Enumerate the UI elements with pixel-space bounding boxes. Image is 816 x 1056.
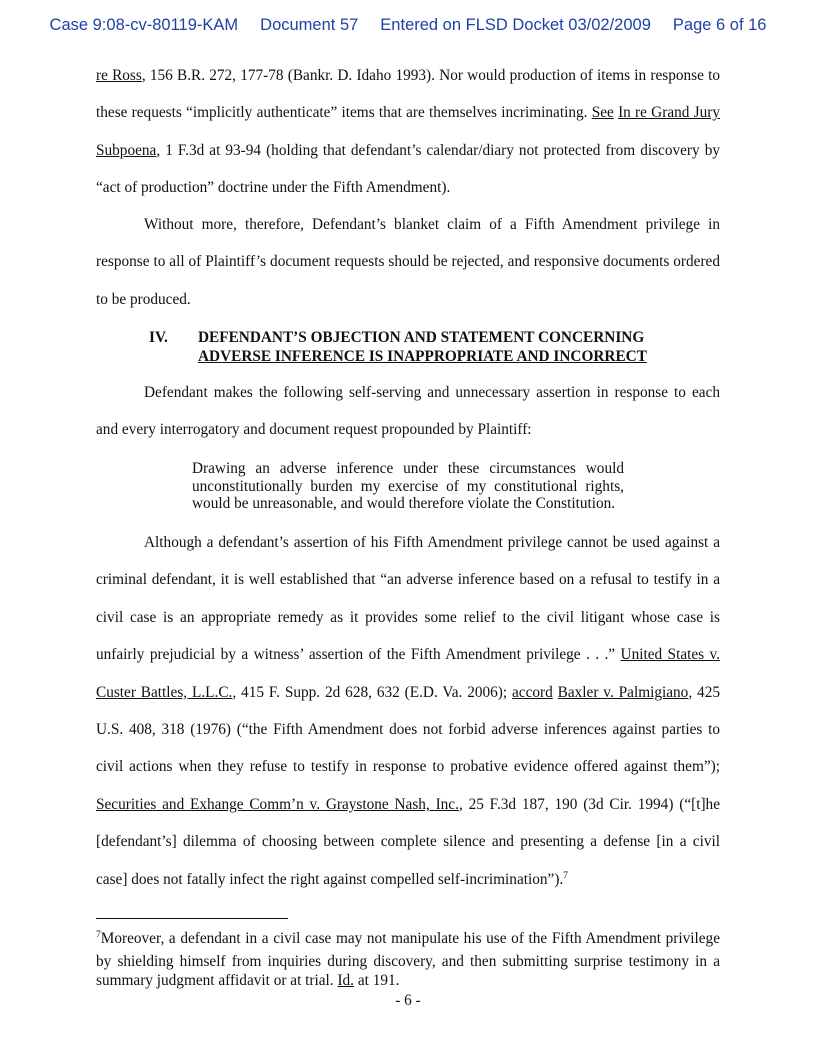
block-quote: Drawing an adverse inference under these circumstances would unconstitutionally burden my exercise of my constitutional rights, would be unreasonable, and would therefore violate the Constitution. — [192, 460, 624, 513]
citation-baxler: Baxler v. Palmigiano — [557, 683, 689, 701]
footnote-reference: 7 — [563, 870, 568, 881]
footnote-mark: 7 — [96, 930, 101, 940]
citation-id: Id. — [337, 972, 355, 990]
signal-see: See — [591, 104, 614, 122]
citation-graystone: Securities and Exhange Comm’n v. Graystone Nash, Inc. — [96, 795, 459, 813]
citation-grand-jury: In re Grand Jury Subpoena — [96, 104, 721, 159]
section-title-line-1: DEFENDANT’S OBJECTION AND STATEMENT CONCERNING — [198, 329, 645, 346]
page-number: - 6 - — [395, 992, 421, 1009]
page-count: Page 6 of 16 — [672, 16, 767, 34]
paragraph-3: Defendant makes the following self-serving and unnecessary assertion in response to each and every interrogatory and document request propounded by Plaintiff: — [96, 384, 720, 439]
docket-header — [0, 16, 816, 35]
citation-re-ross: re Ross — [96, 67, 142, 84]
footnote: $^7$Moreover, a defendant in a civil case may not manipulate his use of the Fifth Amendment privilege by shielding himself from inquiries during discovery, and then submitting surprise testimony in a summary judgment affidavit or at trial. Id. at 191. — [96, 930, 720, 990]
docket-entry: Entered on FLSD Docket 03/02/2009 — [380, 16, 651, 34]
section-number: IV. — [149, 329, 168, 346]
paragraph-1: re Ross, 156 B.R. 272, 177-78 (Bankr. D. Idaho 1993). Nor would production of items in response to these requests “implicitly authenticate” items that are themselves incriminating. See In re Grand Jury Subpoena, 1 F.3d at 93-94 (holding that defendant’s calendar/diary not protected from discovery by “act of production” doctrine under the Fifth Amendment). — [96, 67, 721, 197]
footnote-separator — [96, 918, 288, 919]
paragraph-4: Although a defendant’s assertion of his Fifth Amendment privilege cannot be used against a criminal defendant, it is well established that “an adverse inference based on a refusal to testify in a civil case is an appropriate remedy as it provides some relief to the civil litigant whose case is unfairly prejudicial by a witness’ assertion of the Fifth Amendment privilege . . .” United States v. Custer Battles, L.L.C., 415 F. Supp. 2d 628, 632 (E.D. Va. 2006); accord Baxler v. Palmigiano, 425 U.S. 408, 318 (1976) (“the Fifth Amendment does not forbid adverse inferences against parties to civil actions when they refuse to testify in response to probative evidence offered against them”); Securities and Exhange Comm’n v. Graystone Nash, Inc., 25 F.3d 187, 190 (3d Cir. 1994) (“[t]he [defendant’s] dilemma of choosing between complete silence and presenting a defense [in a civil case] does not fatally infect the right against compelled self-incrimination”).$^7$ — [96, 534, 720, 888]
case-number: Case 9:08-cv-80119-KAM — [49, 16, 239, 34]
citation-custer-battles: United States v. Custer Battles, L.L.C. — [96, 646, 720, 701]
document-number: Document 57 — [260, 16, 359, 34]
section-title-line-2: ADVERSE INFERENCE IS INAPPROPRIATE AND INCORRECT — [198, 348, 647, 365]
paragraph-2: Without more, therefore, Defendant’s blanket claim of a Fifth Amendment privilege in response to all of Plaintiff’s document requests should be rejected, and responsive documents ordered to be produced. — [96, 216, 720, 308]
signal-accord: accord — [512, 683, 553, 701]
